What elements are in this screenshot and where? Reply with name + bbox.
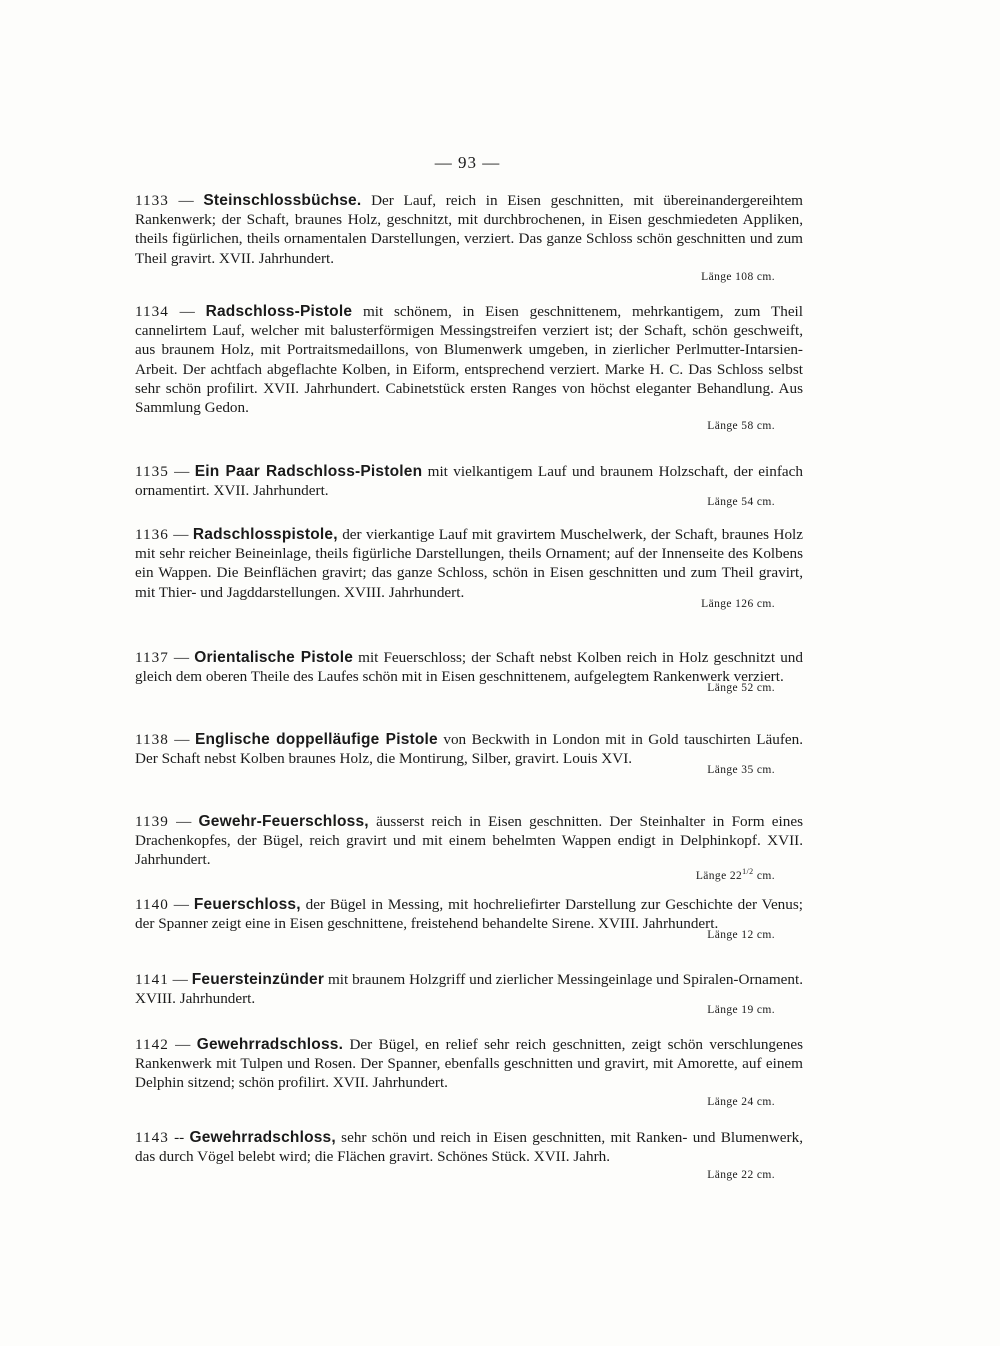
- entry-title: Ein Paar Radschloss-Pistolen: [194, 463, 423, 480]
- entry-length-value: Länge 22: [695, 869, 743, 882]
- catalog-entry-1137: [135, 648, 803, 695]
- entry-number: 1141: [135, 971, 169, 988]
- entry-description: sehr schön und reich in Eisen geschnitten, mit Ranken- und Blumenwerk, das durch Vögel belebt wird; die Flächen gravirt. Schönes Stück. XVII. Jahrh.: [135, 1129, 803, 1166]
- entry-dash: —: [168, 971, 192, 988]
- entry-title: Radschlosspistole,: [192, 526, 338, 543]
- entry-description: mit braunem Holzgriff und zierlicher Messingeinlage und Spiralen-Ornament. XVIII. Jahrhundert.: [135, 971, 804, 1008]
- catalog-entry-1143: [135, 1128, 803, 1182]
- entry-text: [135, 191, 803, 268]
- catalog-entry-1136: [135, 525, 803, 611]
- entry-number: 1138: [135, 731, 169, 748]
- entry-dash: —: [168, 649, 195, 666]
- entry-title: Steinschlossbüchse.: [203, 192, 362, 209]
- entry-title: Feuersteinzünder: [191, 971, 325, 988]
- entry-title: Gewehr-Feuerschloss,: [198, 813, 369, 830]
- entry-dash: —: [168, 463, 195, 480]
- entry-length: Länge 12 cm.: [707, 929, 775, 942]
- catalog-entry-1142: [135, 1035, 803, 1109]
- entry-number: 1142: [135, 1036, 169, 1053]
- catalog-entry-1135: [135, 462, 803, 509]
- page-number: — 93 —: [434, 153, 501, 172]
- entry-dash: —: [168, 1036, 197, 1053]
- catalog-entry-1139: [135, 812, 803, 882]
- entry-description: mit vielkantigem Lauf und braunem Holzschaft, der einfach ornamentirt. XVII. Jahrhundert.: [135, 463, 803, 500]
- entry-title: Gewehrradschloss,: [189, 1129, 336, 1146]
- entry-description: mit schönem, in Eisen geschnittenem, mehrkantigem, zum Theil cannelirtem Lauf, welcher mit balusterförmigen Messingstreifen verziert ist; der Schaft, schön geschweift, aus braunem Holz, mit Portraitsmedaillons, von Blumenwerk umgeben, in zierlicher Perlmutter-Intarsien-Arbeit. Der achtfach abgeflachte Kolben, in Eiform, entsprechend verziert. Marke H. C. Das Schloss selbst sehr schön profilirt. XVII. Jahrhundert. Cabinetstück ersten Ranges von höchst eleganter Behandlung. Aus Sammlung Gedon.: [135, 303, 803, 417]
- entry-dash: —: [168, 526, 193, 543]
- entry-number: 1135: [135, 463, 169, 480]
- entry-length: Länge 126 cm.: [701, 597, 775, 610]
- entry-dash: —: [168, 731, 195, 748]
- entry-title: Radschloss-Pistole: [205, 303, 353, 320]
- catalog-entry-1140: [135, 895, 803, 942]
- entry-text: [135, 525, 803, 602]
- entry-dash: —: [168, 896, 194, 913]
- entry-number: 1136: [135, 526, 169, 543]
- entry-length: Länge 54 cm.: [707, 496, 775, 509]
- entry-length: Länge 19 cm.: [707, 1004, 775, 1017]
- entry-number: 1140: [135, 896, 169, 913]
- entry-description: Der Bügel, en relief sehr reich geschnitten, zeigt schön verschlungenes Rankenwerk mit Tulpen und Rosen. Der Spanner, ebenfalls geschnitten und gravirt, mit Amorette, auf einem Delphin sitzend; schön profilirt. XVII. Jahrhundert.: [135, 1036, 804, 1092]
- entry-description: mit Feuerschloss; der Schaft nebst Kolben reich in Holz geschnitzt und gleich dem oberen Theile des Laufes schön mit in Eisen geschnittenem, aufgelegtem Rankenwerk verziert.: [135, 649, 803, 686]
- entry-length: Länge 108 cm.: [701, 270, 775, 283]
- entry-number: 1143: [135, 1129, 169, 1146]
- entry-description: der Bügel in Messing, mit hochreliefirter Darstellung zur Geschichte der Venus; der Spanner zeigt eine in Eisen geschnittene, freistehend behandelte Sirene. XVIII. Jahrhundert.: [135, 896, 804, 933]
- entry-text: [135, 648, 803, 686]
- entry-length: Länge 52 cm.: [707, 682, 775, 695]
- entry-number: 1137: [135, 649, 169, 666]
- entry-text: [135, 1035, 803, 1093]
- entry-text: [135, 812, 803, 870]
- entry-title: Gewehrradschloss.: [196, 1036, 344, 1053]
- entry-dash: —: [168, 813, 199, 830]
- entry-length-unit: cm.: [753, 869, 775, 882]
- catalog-entry-1138: [135, 730, 803, 777]
- entry-text: [135, 895, 803, 933]
- entry-dash: —: [168, 303, 206, 320]
- entry-number: 1139: [135, 813, 169, 830]
- entry-length-fraction: 1/2: [742, 866, 754, 876]
- catalog-entry-1141: [135, 970, 803, 1017]
- entry-title: Englische doppelläufige Pistole: [194, 731, 438, 748]
- entry-description: der vierkantige Lauf mit gravirtem Muschelwerk, der Schaft, braunes Holz mit sehr reicher Beineinlage, theils figürliche Darstellungen, theils Ornament; auf der Innenseite des Kolbens ein Wappen. Die Beinflächen gravirt; das ganze Schloss, schön in Eisen geschnitten und zum Theil gravirt, mit Thier- und Jagddarstellungen. XVIII. Jahrhundert.: [135, 526, 803, 601]
- entry-text: [135, 302, 803, 417]
- entry-title: Orientalische Pistole: [194, 649, 354, 666]
- entry-length: Länge 58 cm.: [707, 420, 775, 433]
- entry-description: von Beckwith in London mit in Gold tauschirten Läufen. Der Schaft nebst Kolben braunes Holz, die Montirung, Silber, gravirt. Louis XVI.: [135, 731, 804, 768]
- entry-length: [135, 865, 775, 883]
- entry-description: äusserst reich in Eisen geschnitten. Der Steinhalter in Form eines Drachenkopfes, der Bügel, reich gravirt und mit einem behelmten Wappen endigt in Delphinkopf. XVII. Jahrhundert.: [135, 813, 803, 869]
- entry-length: Länge 22 cm.: [707, 1169, 775, 1182]
- entry-text: [135, 1128, 803, 1166]
- entry-dash: —: [168, 192, 204, 209]
- entry-number: 1134: [135, 303, 169, 320]
- entry-title: Feuerschloss,: [193, 896, 301, 913]
- entry-description: Der Lauf, reich in Eisen geschnitten, mit übereinandergereihtem Rankenwerk; der Schaft, braunes Holz, geschnitzt, mit durchbrochenen, in Eisen geschmiedeten Appliken, theils figürlichen, theils ornamentalen Darstellungen, verziert. Das ganze Schloss schön geschnitten und zum Theil gravirt. XVII. Jahrhundert.: [135, 192, 803, 267]
- entry-length: Länge 24 cm.: [707, 1095, 775, 1108]
- catalog-entry-1134: [135, 302, 803, 433]
- entry-length: Länge 35 cm.: [707, 764, 775, 777]
- entry-number: 1133: [135, 192, 169, 209]
- entry-dash: --: [168, 1129, 190, 1146]
- catalog-entry-1133: [135, 191, 803, 284]
